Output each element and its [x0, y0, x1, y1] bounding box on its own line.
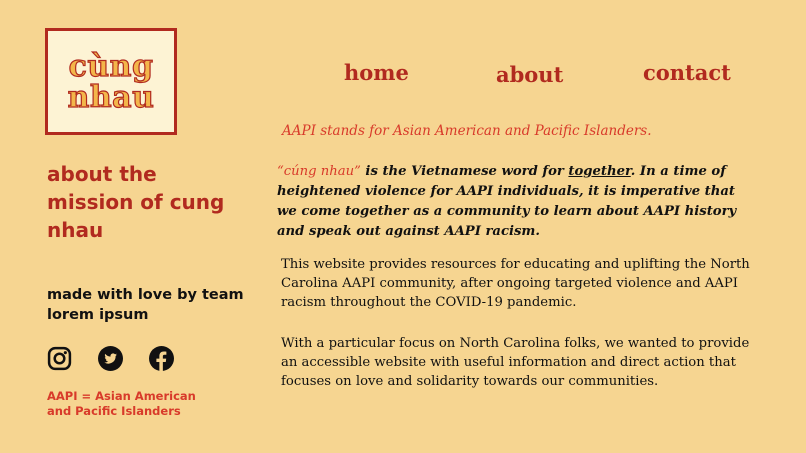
logo[interactable] [45, 28, 177, 135]
social-links [47, 346, 174, 371]
credits-text: made with love by team lorem ipsum [47, 287, 244, 323]
logo-text-line2: nhau [67, 79, 155, 115]
instagram-link[interactable] [47, 346, 72, 371]
instagram-icon [47, 346, 72, 371]
nav-home-link[interactable]: home [344, 60, 409, 85]
intro-text: AAPI stands for Asian American and Pacific Islanders. [282, 123, 652, 139]
sidebar-title: about the mission of cung nhau [47, 162, 225, 242]
aapi-definition-note: AAPI = Asian American and Pacific Islanders [47, 389, 196, 418]
facebook-icon [149, 346, 174, 371]
quote-emphasis: together [568, 164, 631, 179]
twitter-link[interactable] [98, 346, 123, 371]
vietnamese-term: “cúng nhau” [277, 164, 361, 179]
mission-quote [277, 162, 757, 242]
mission-paragraph-2: With a particular focus on North Carolina folks, we wanted to provide an accessible website with useful information and direct action that focuses on love and solidarity towards our communities. [281, 336, 750, 389]
twitter-icon [98, 346, 123, 371]
logo-text-line1: cùng [68, 48, 154, 84]
quote-text-after: . In a time of heightened violence for AAPI individuals, it is imperative that we come together as a community to learn about AAPI history and speak out against AAPI racism. [277, 164, 737, 239]
nav-contact-link[interactable]: contact [643, 60, 731, 85]
nav-about-link[interactable]: about [496, 62, 564, 87]
mission-paragraph-1: This website provides resources for educating and uplifting the North Carolina AAPI community, after ongoing targeted violence and AAPI racism throughout the COVID-19 pandemic. [281, 257, 750, 310]
facebook-link[interactable] [149, 346, 174, 371]
quote-text-before: is the Vietnamese word for [360, 164, 569, 179]
